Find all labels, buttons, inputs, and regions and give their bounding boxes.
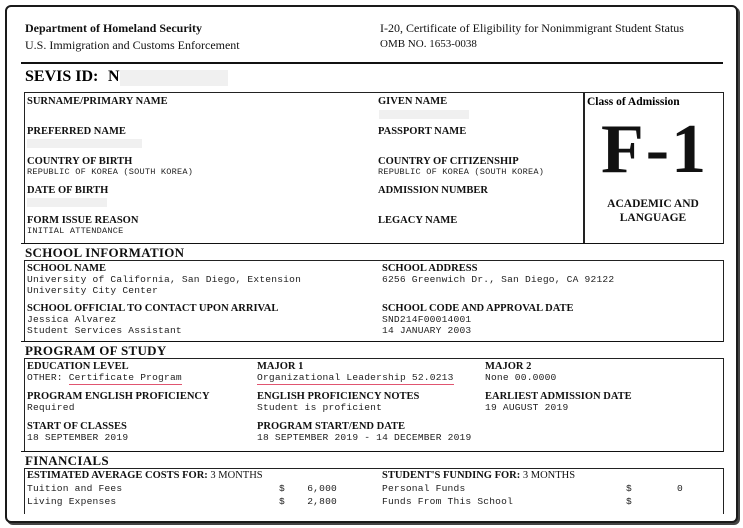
admission-type: [586, 197, 720, 225]
admission-type-line2: LANGUAGE: [619, 212, 687, 224]
financials-section-title: FINANCIALS: [25, 453, 109, 468]
birth-country-value: REPUBLIC OF KOREA (SOUTH KOREA): [27, 167, 194, 177]
school-official-label: SCHOOL OFFICIAL TO CONTACT UPON ARRIVAL: [27, 303, 279, 314]
redacted-preferred: [27, 139, 142, 148]
form-title: I-20, Certificate of Eligibility for Nonimmigrant Student Status: [380, 21, 684, 35]
redacted-dob: [27, 198, 107, 207]
school-code-value: SND214F00014001: [382, 314, 472, 325]
english-proficiency-label: PROGRAM ENGLISH PROFICIENCY: [27, 391, 210, 402]
school-section-title: SCHOOL INFORMATION: [25, 245, 185, 260]
education-level-prefix: OTHER:: [27, 372, 69, 383]
cost-item-living: Living Expenses: [27, 496, 117, 507]
education-level-label: EDUCATION LEVEL: [27, 361, 129, 372]
program-section-title: PROGRAM OF STUDY: [25, 343, 167, 358]
school-name-label: SCHOOL NAME: [27, 263, 107, 274]
agency-name: U.S. Immigration and Customs Enforcement: [25, 38, 240, 52]
cost-amount-tuition: 6,000: [307, 483, 337, 494]
major1-text: Organizational Leadership 52.0213: [257, 372, 454, 383]
school-section-rule: [21, 243, 723, 244]
cost-currency-living: $: [279, 496, 285, 507]
i20-form: [5, 5, 738, 523]
school-official-title: Student Services Assistant: [27, 325, 182, 336]
school-address-value: 6256 Greenwich Dr., San Diego, CA 92122: [382, 274, 615, 285]
dob-label: DATE OF BIRTH: [27, 185, 109, 196]
funding-label-bold: STUDENT'S FUNDING FOR:: [382, 470, 521, 481]
surname-label: SURNAME/PRIMARY NAME: [27, 96, 168, 107]
program-dates-value: 18 SEPTEMBER 2019 - 14 DECEMBER 2019: [257, 432, 472, 443]
school-code-label: SCHOOL CODE AND APPROVAL DATE: [382, 303, 574, 314]
costs-label-bold: ESTIMATED AVERAGE COSTS FOR:: [27, 470, 208, 481]
costs-label-period: 3 MONTHS: [207, 470, 263, 481]
education-level-program: Certificate Program: [68, 372, 182, 383]
education-level-value: [27, 372, 182, 383]
start-of-classes-value: 18 SEPTEMBER 2019: [27, 432, 129, 443]
school-name-line2: University City Center: [27, 285, 159, 296]
sevis-id-label: SEVIS ID:: [25, 68, 99, 85]
sevis-id-value: N: [108, 68, 120, 85]
major2-value: None 00.0000: [485, 372, 557, 383]
school-official-name: Jessica Alvarez: [27, 314, 117, 325]
redacted-given-name: [379, 110, 469, 119]
financials-section-rule: [21, 451, 723, 452]
form-reason-label: FORM ISSUE REASON: [27, 215, 139, 226]
program-section-rule: [21, 341, 723, 342]
birth-country-label: COUNTRY OF BIRTH: [27, 156, 133, 167]
preferred-name-label: PREFERRED NAME: [27, 126, 126, 137]
school-name-line1: University of California, San Diego, Extension: [27, 274, 302, 285]
school-address-label: SCHOOL ADDRESS: [382, 263, 478, 274]
redacted-sevis: [120, 70, 228, 86]
school-approval-date: 14 JANUARY 2003: [382, 325, 472, 336]
class-of-admission-value: F-1: [601, 111, 709, 188]
funding-currency-personal: $: [626, 483, 632, 494]
citizenship-label: COUNTRY OF CITIZENSHIP: [378, 156, 519, 167]
funding-label-period: 3 MONTHS: [520, 470, 576, 481]
cost-currency-tuition: $: [279, 483, 285, 494]
given-name-label: GIVEN NAME: [378, 96, 448, 107]
admission-number-label: ADMISSION NUMBER: [378, 185, 488, 196]
funding-item-school: Funds From This School: [382, 496, 514, 507]
funding-currency-school: $: [626, 496, 632, 507]
citizenship-value: REPUBLIC OF KOREA (SOUTH KOREA): [378, 167, 545, 177]
cost-amount-living: 2,800: [307, 496, 337, 507]
funding-label: [382, 470, 575, 481]
english-notes-value: Student is proficient: [257, 402, 383, 413]
class-of-admission-label: Class of Admission: [587, 96, 680, 108]
omb-number: OMB NO. 1653-0038: [380, 38, 477, 50]
major1-label: MAJOR 1: [257, 361, 304, 372]
passport-name-label: PASSPORT NAME: [378, 126, 467, 137]
admission-type-line1: ACADEMIC AND: [607, 198, 699, 210]
english-proficiency-value: Required: [27, 402, 75, 413]
legacy-name-label: LEGACY NAME: [378, 215, 458, 226]
program-dates-label: PROGRAM START/END DATE: [257, 421, 405, 432]
costs-label: [27, 470, 263, 481]
english-notes-label: ENGLISH PROFICIENCY NOTES: [257, 391, 420, 402]
major1-value: [257, 372, 454, 383]
header-divider: [21, 62, 723, 64]
cost-item-tuition: Tuition and Fees: [27, 483, 123, 494]
form-reason-value: INITIAL ATTENDANCE: [27, 226, 124, 236]
funding-item-personal: Personal Funds: [382, 483, 466, 494]
major2-label: MAJOR 2: [485, 361, 532, 372]
earliest-admission-value: 19 AUGUST 2019: [485, 402, 569, 413]
start-of-classes-label: START OF CLASSES: [27, 421, 127, 432]
dept-name: Department of Homeland Security: [25, 21, 202, 35]
funding-amount-personal: 0: [677, 483, 683, 494]
earliest-admission-label: EARLIEST ADMISSION DATE: [485, 391, 632, 402]
